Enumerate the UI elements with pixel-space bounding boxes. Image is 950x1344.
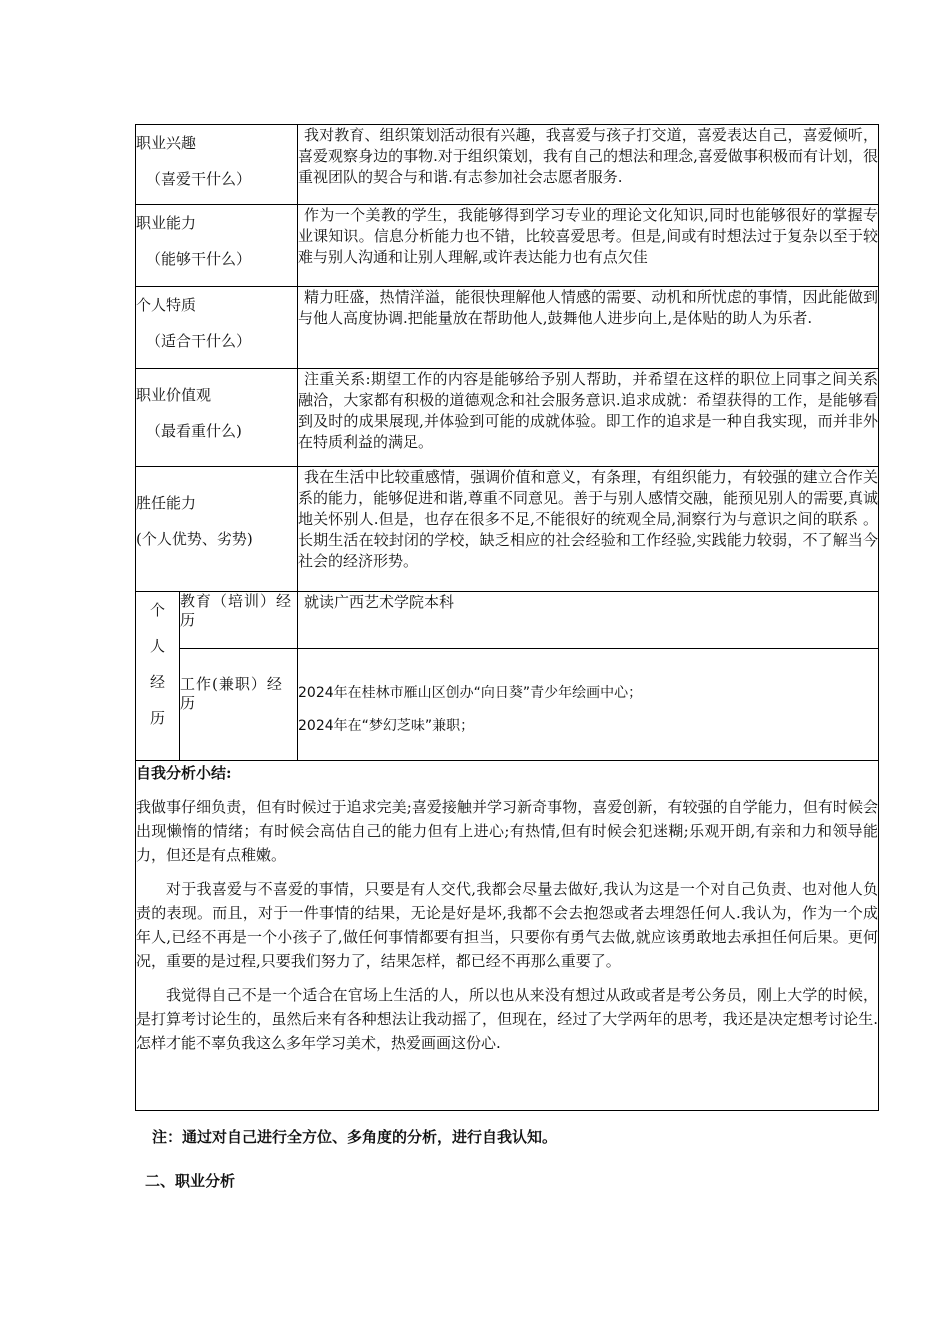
table-row: [136, 649, 879, 761]
row-label-cell: [136, 369, 298, 467]
row-label: 个人特质: [136, 296, 197, 314]
row-sublabel: （喜爱干什么）: [146, 170, 252, 188]
education-value-cell: [298, 592, 879, 649]
row-value-cell: [298, 287, 879, 369]
experience-vertical-char: 人: [149, 637, 165, 655]
table-row: [136, 205, 879, 287]
row-value-text: 我对教育、组织策划活动很有兴趣，我喜爱与孩子打交道，喜爱表达自己，喜爱倾听，喜爱观察身边的事物.对于组织策划，我有自己的想法和理念,喜爱做事积极而有计划，很重视团队的契合与和谐.有志参加社会志愿者服务.: [298, 126, 879, 186]
summary-heading: 自我分析小结:: [136, 764, 232, 782]
row-label: 胜任能力: [136, 494, 197, 512]
summary-cell: [136, 761, 879, 1111]
row-value-text: 精力旺盛，热情洋溢，能很快理解他人情感的需要、动机和所忧虑的事情，因此能做到与他人高度协调.把能量放在帮助他人,鼓舞他人进步向上,是体贴的助人为乐者.: [298, 288, 879, 327]
row-label-cell: [136, 467, 298, 592]
experience-vertical-char: 经: [149, 673, 165, 691]
summary-paragraph: 对于我喜爱与不喜爱的事情，只要是有人交代,我都会尽量去做好,我认为这是一个对自己负责、也对他人负责的表现。而且，对于一件事情的结果，无论是好是坏,我都不会去抱怨或者去埋怨任何人.我认为，作为一个成年人,已经不再是一个小孩子了,做任何事情都要有担当，只要你有勇气去做,就应该勇敢地去承担任何后果。更何况，重要的是过程,只要我们努力了，结果怎样，都已经不再那么重要了。: [136, 880, 879, 970]
work-value-cell: [298, 649, 879, 761]
row-label: 职业兴趣: [136, 134, 197, 152]
self-analysis-table: [135, 124, 879, 1111]
row-sublabel: （能够干什么）: [146, 250, 252, 268]
work-label: 工作(兼职）经历: [180, 675, 283, 712]
row-sublabel: （适合干什么）: [146, 332, 252, 350]
row-label-cell: [136, 125, 298, 205]
education-value: 就读广西艺术学院本科: [304, 593, 455, 611]
experience-vertical-char: 历: [149, 709, 165, 727]
table-row: [136, 125, 879, 205]
row-value-text: 作为一个美教的学生，我能够得到学习专业的理论文化知识,同时也能够很好的掌握专业课知识。信息分析能力也不错，比较喜爱思考。但是,间或有时想法过于复杂以至于较难与别人沟通和让别人理解,或许表达能力也有点欠佳: [298, 206, 879, 266]
row-label-cell: [136, 205, 298, 287]
row-value-text: 注重关系:期望工作的内容是能够给予别人帮助，并希望在这样的职位上同事之间关系融洽，大家都有积极的道德观念和社会服务意识.追求成就：希望获得的工作，是能够看到及时的成果展现,并体验到可能的成就体验。即工作的追求是一种自我实现，而并非外在特质利益的满足。: [298, 370, 879, 451]
row-value-cell: [298, 369, 879, 467]
work-label-cell: [180, 649, 298, 761]
row-label: 职业价值观: [136, 386, 212, 404]
row-sublabel: （最看重什么): [146, 422, 242, 440]
table-row: [136, 467, 879, 592]
experience-vertical-label-cell: [136, 592, 180, 761]
row-label-cell: [136, 287, 298, 369]
work-item: 2024年在“梦幻芝味”兼职；: [298, 718, 475, 734]
section-heading: 二、职业分析: [145, 1172, 236, 1190]
experience-vertical-char: 个: [149, 601, 165, 619]
summary-paragraph: 我做事仔细负责，但有时候过于追求完美;喜爱接触并学习新奇事物，喜爱创新，有较强的自学能力，但有时候会出现懒惰的情绪；有时候会高估自己的能力但有上进心;有热情,但有时候会犯迷糊;乐观开朗,有亲和力和领导能力，但还是有点稚嫩。: [136, 798, 879, 864]
summary-paragraph: 我觉得自己不是一个适合在官场上生活的人，所以也从来没有想过从政或者是考公务员，刚上大学的时候，是打算考讨论生的，虽然后来有各种想法让我动摇了，但现在，经过了大学两年的思考，我还是决定想考讨论生.怎样才能不辜负我这么多年学习美术，热爱画画这份心.: [136, 986, 879, 1052]
row-label: 职业能力: [136, 214, 197, 232]
row-value-cell: [298, 467, 879, 592]
education-label: 教育（培训）经历: [180, 592, 293, 629]
table-row: [136, 287, 879, 369]
footnote: 注：通过对自己进行全方位、多角度的分析，进行自我认知。: [152, 1128, 558, 1146]
table-row: [136, 369, 879, 467]
row-value-cell: [298, 125, 879, 205]
table-row: [136, 761, 879, 1111]
row-value-text: 我在生活中比较重感情，强调价值和意义，有条理，有组织能力，有较强的建立合作关系的能力，能够促进和谐,尊重不同意见。善于与别人感情交融，能预见别人的需要,真诚地关怀别人.但是，也存在很多不足,不能很好的统观全局,洞察行为与意识之间的联系 。长期生活在较封闭的学校，缺乏相应的社会经验和工作经验,实践能力较弱，不了解当今社会的经济形势。: [298, 468, 879, 570]
row-sublabel: (个人优势、劣势): [136, 530, 253, 548]
row-value-cell: [298, 205, 879, 287]
table-row: [136, 592, 879, 649]
work-item: 2024年在桂林市雁山区创办“向日葵”青少年绘画中心；: [298, 685, 643, 701]
education-label-cell: [180, 592, 298, 649]
